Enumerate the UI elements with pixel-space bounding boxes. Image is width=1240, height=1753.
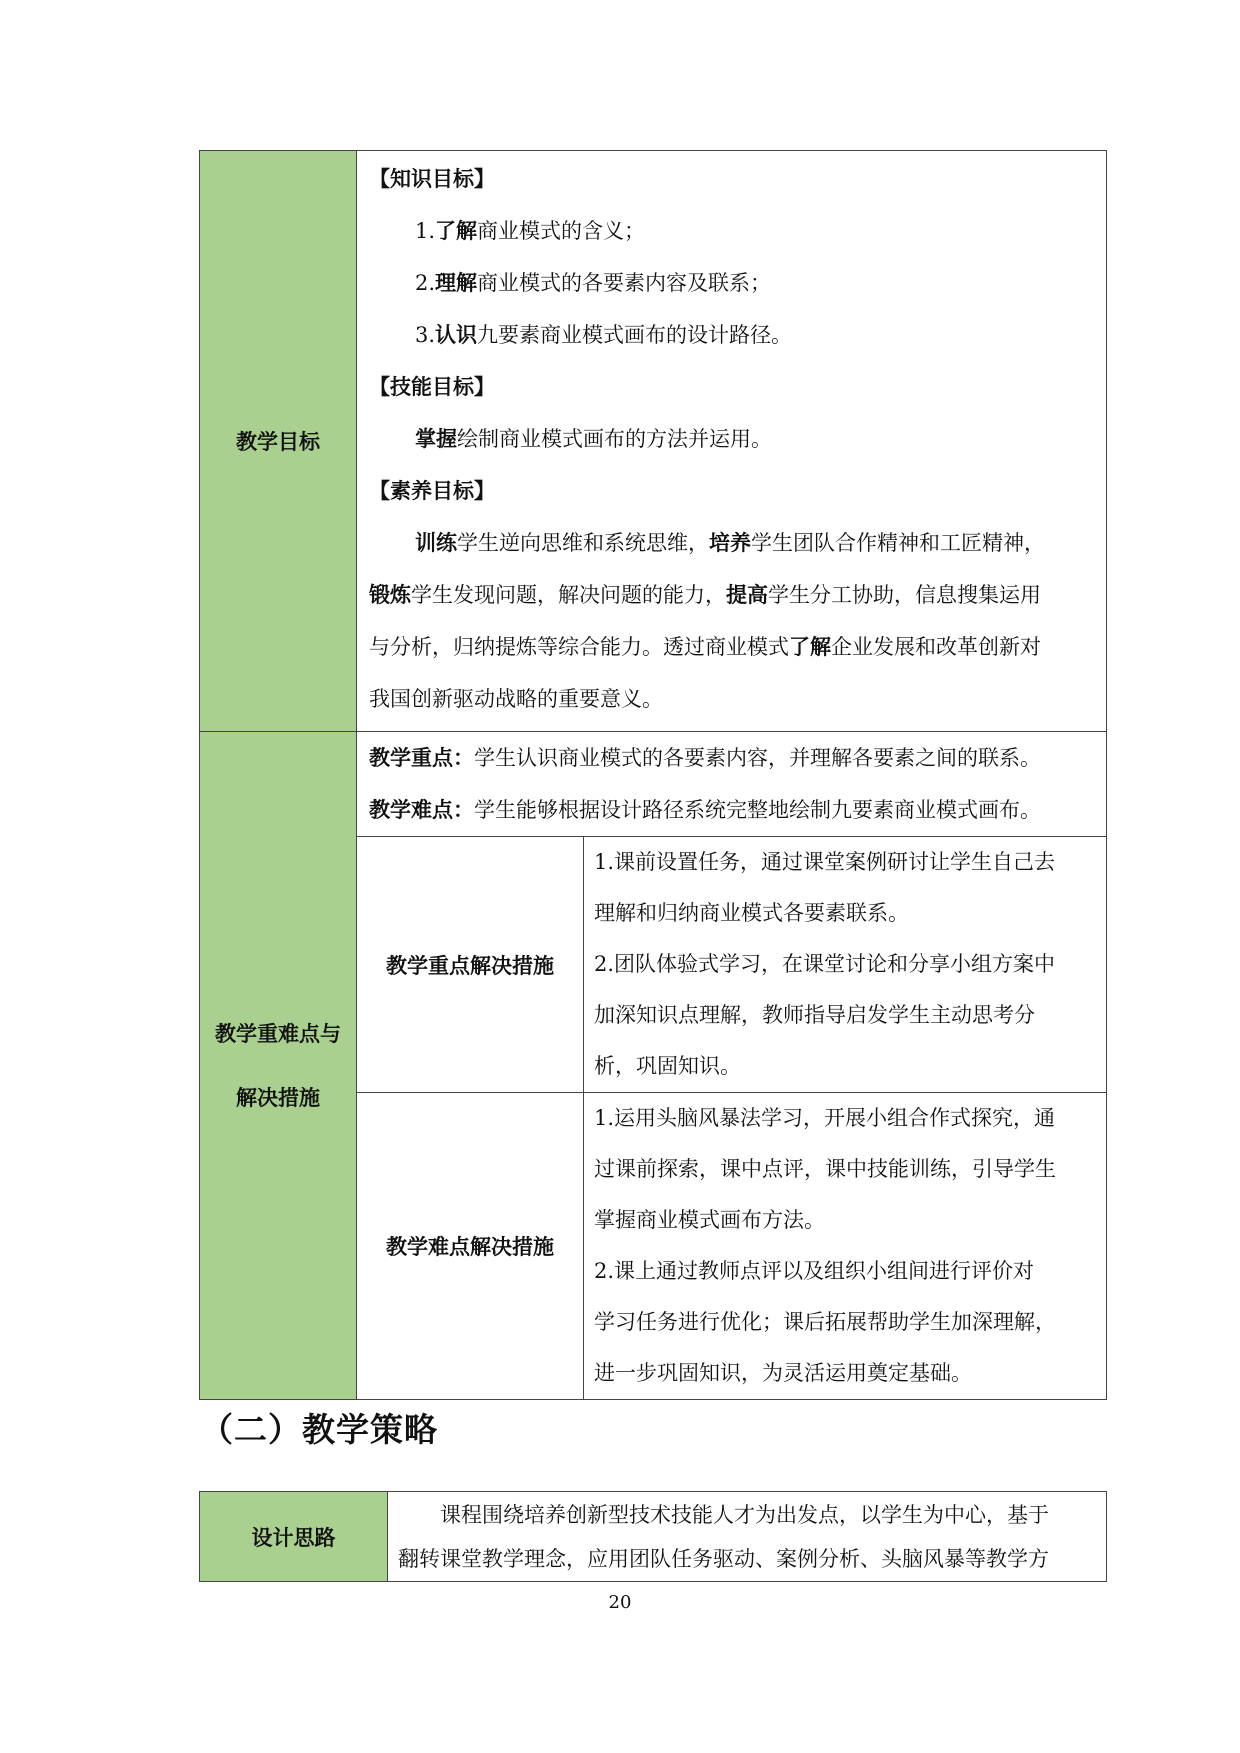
key-points-label [200,732,357,1400]
strategy-table [199,1491,1107,1582]
objectives-content [357,151,1107,732]
difficulty-measure-line: 掌握商业模式画布方法。 [594,1208,825,1232]
difficulty-measure-line: 2.课上通过教师点评以及组织小组间进行评价对 [594,1259,1035,1283]
key-points-label-line-2: 解决措施 [236,1085,320,1110]
focus-measure-line: 加深知识点理解，教师指导启发学生主动思考分 [594,1003,1035,1027]
strategy-line-1: 课程围绕培养创新型技术技能人才为出发点，以学生为中心，基于 [440,1502,1049,1527]
page-number: 20 [608,1592,632,1613]
skill-heading: 【技能目标】 [369,375,495,399]
knowledge-heading: 【知识目标】 [369,167,495,191]
section-heading: （二）教学策略 [200,1410,438,1449]
difficulty-measure-line: 过课前探索，课中点评，课中技能训练，引导学生 [594,1157,1056,1181]
teaching-plan-table [199,150,1107,1400]
difficulty-measure-line: 1.运用头脑风暴法学习，开展小组合作式探究，通 [594,1106,1056,1130]
quality-line-4: 我国创新驱动战略的重要意义。 [369,687,663,711]
focus-measure-line: 2.团队体验式学习，在课堂讨论和分享小组方案中 [594,952,1056,976]
key-points-content [357,732,1107,837]
strategy-label: 设计思路 [200,1492,388,1582]
focus-measures-label: 教学重点解决措施 [357,837,584,1093]
difficulty-line: 教学难点：学生能够根据设计路径系统完整地绘制九要素商业模式画布。 [369,798,1041,822]
quality-line-1: 训练学生逆向思维和系统思维，培养学生团队合作精神和工匠精神， [415,531,1045,555]
quality-heading: 【素养目标】 [369,479,495,503]
quality-line-3: 与分析，归纳提炼等综合能力。透过商业模式了解企业发展和改革创新对 [369,635,1041,659]
difficulty-measures-content [584,1093,1107,1400]
knowledge-item-1: 1.了解商业模式的含义； [415,219,646,243]
difficulty-measure-line: 进一步巩固知识，为灵活运用奠定基础。 [594,1361,972,1385]
knowledge-item-2: 2.理解商业模式的各要素内容及联系； [415,271,772,295]
quality-line-2: 锻炼学生发现问题，解决问题的能力，提高学生分工协助，信息搜集运用 [369,583,1041,607]
focus-measure-line: 理解和归纳商业模式各要素联系。 [594,901,909,925]
focus-measure-line: 1.课前设置任务，通过课堂案例研讨让学生自己去 [594,850,1056,874]
strategy-line-2: 翻转课堂教学理念，应用团队任务驱动、案例分析、头脑风暴等教学方 [398,1546,1049,1571]
knowledge-item-3: 3.认识九要素商业模式画布的设计路径。 [415,323,793,347]
objectives-label: 教学目标 [200,151,357,732]
difficulty-measure-line: 学习任务进行优化；课后拓展帮助学生加深理解， [594,1310,1056,1334]
strategy-content [388,1492,1107,1582]
focus-measure-line: 析，巩固知识。 [594,1054,741,1078]
key-points-label-line-1: 教学重难点与 [215,1021,341,1046]
skill-item: 掌握绘制商业模式画布的方法并运用。 [415,427,772,451]
difficulty-measures-label: 教学难点解决措施 [357,1093,584,1400]
focus-line: 教学重点：学生认识商业模式的各要素内容，并理解各要素之间的联系。 [369,746,1041,770]
focus-measures-content [584,837,1107,1093]
